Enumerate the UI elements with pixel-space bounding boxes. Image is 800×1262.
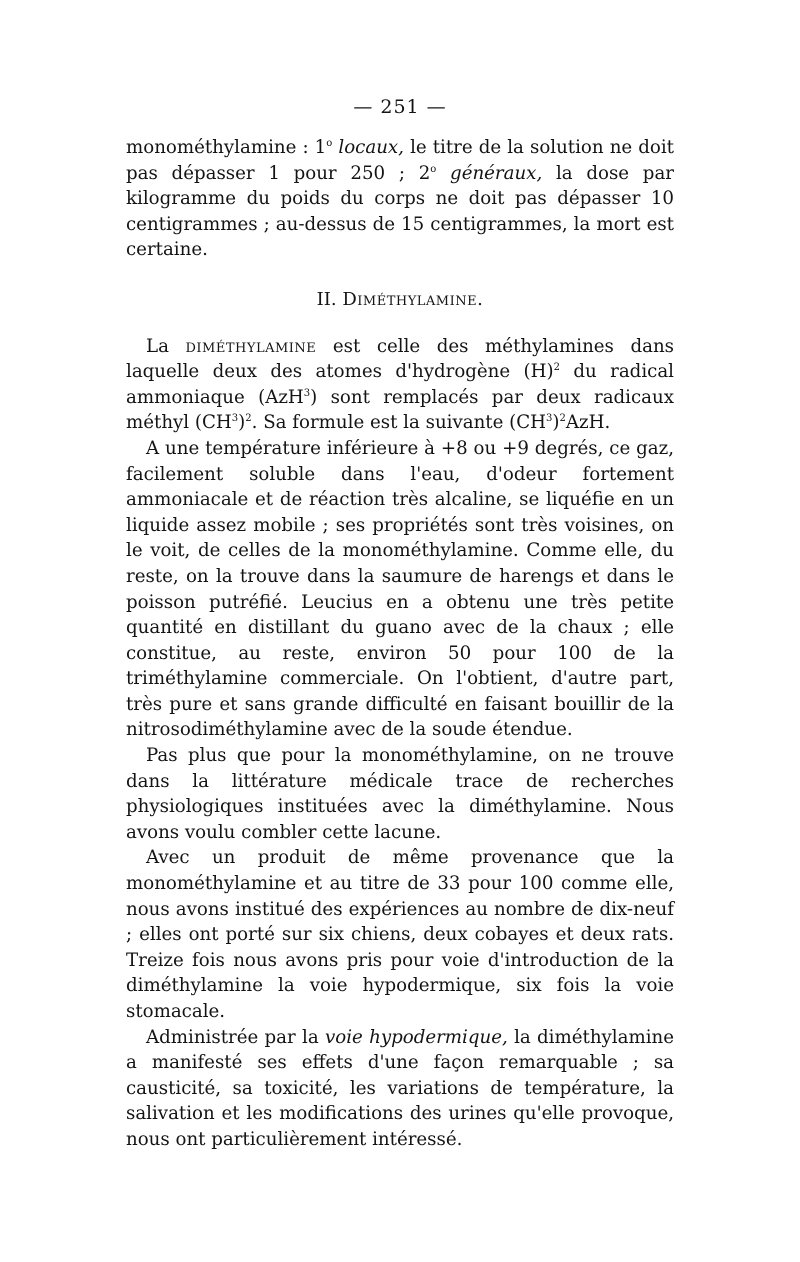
text-run: ) — [552, 412, 560, 434]
paragraph-3: A une température inférieure à +8 ou +9 degrés, ce gaz, facilement soluble dans l'eau, d'odeur fortement ammoniacale et de réaction très alcaline, se liquéfie en un liquide assez mobile ; ses propriétés sont très voisines, on le voit, de celles de la monométhylamine. Comme elle, du reste, on la trouve dans la saumure de harengs et dans le poisson putréfié. Leucius en a obtenu une très petite quantité en distillant du guano avec de la chaux ; elle constitue, au reste, environ 50 pour 100 de la triméthylamine commerciale. On l'obtient, d'autre part, très pure et sans grande difficulté en faisant bouillir de la nitrosodiméthylamine avec de la soude étendue. — [126, 437, 674, 741]
superscript: 3 — [546, 413, 553, 425]
page-number: — 251 — — [353, 96, 447, 118]
italic-term: voie hypodermique, — [325, 1026, 508, 1048]
italic-term: locaux, — [338, 137, 404, 158]
superscript: o — [430, 163, 437, 175]
text-run: . Sa formule est la suivante (CH — [251, 412, 547, 434]
superscript: 2 — [553, 362, 560, 374]
paragraph-2 — [126, 334, 674, 436]
text-run: monométhylamine : 1 — [126, 137, 327, 158]
superscript: o — [326, 138, 333, 149]
paragraph-5: Avec un produit de même provenance que la monométhylamine et au titre de 33 pour 100 comme elle, nous avons institué des expériences au nombre de dix-neuf ; elles ont porté sur six chiens, deux cobayes et deux rats. Treize fois nous avons pris pour voie d'introduction de la diméthylamine la voie hypodermique, six fois la voie stomacale. — [126, 847, 674, 1022]
superscript: 3 — [231, 413, 239, 425]
superscript: 3 — [303, 387, 311, 399]
paragraph-1 — [126, 135, 674, 263]
body-text — [126, 135, 674, 1153]
text-run: AzH. — [565, 412, 611, 434]
text-run: la dose par kilogramme du poids du corps ne doit pas dépasser 10 centigrammes ; au-dessus de 15 centigrammes, la mort est certaine. — [126, 162, 674, 261]
paragraph-6 — [126, 1025, 674, 1153]
section-title: Diméthylamine. — [342, 288, 484, 310]
text-run: du radical ammoniaque (AzH — [126, 361, 674, 408]
superscript: 2 — [245, 413, 252, 425]
superscript: 2 — [559, 413, 566, 425]
text-run: la diméthylamine a manifesté ses effets d'une façon remarquable ; sa causticité, sa toxicité, les variations de température, la salivation et les modifications des urines qu'elle provoque, nous ont particulièrement intéressé. — [126, 1026, 675, 1150]
text-run: le titre de la solution ne doit pas dépasser 1 pour 250 ; 2 — [126, 137, 674, 184]
text-run: ) — [238, 412, 246, 434]
text-run: Administrée par la — [146, 1026, 325, 1048]
paragraph-4: Pas plus que pour la monométhylamine, on ne trouve dans la littérature médicale trace de recherches physiologiques instituées avec la diméthylamine. Nous avons voulu combler cette lacune. — [126, 745, 674, 843]
text-run: La — [146, 335, 186, 357]
small-caps-term: diméthylamine — [185, 335, 317, 357]
text-run: ) sont remplacés par deux radicaux méthyl (CH — [126, 386, 675, 434]
italic-term: généraux, — [450, 162, 543, 184]
section-numeral: II. — [316, 288, 343, 310]
text-run: est celle des méthylamines dans laquelle deux des atomes d'hydrogène (H) — [126, 335, 674, 383]
section-heading — [126, 287, 674, 313]
